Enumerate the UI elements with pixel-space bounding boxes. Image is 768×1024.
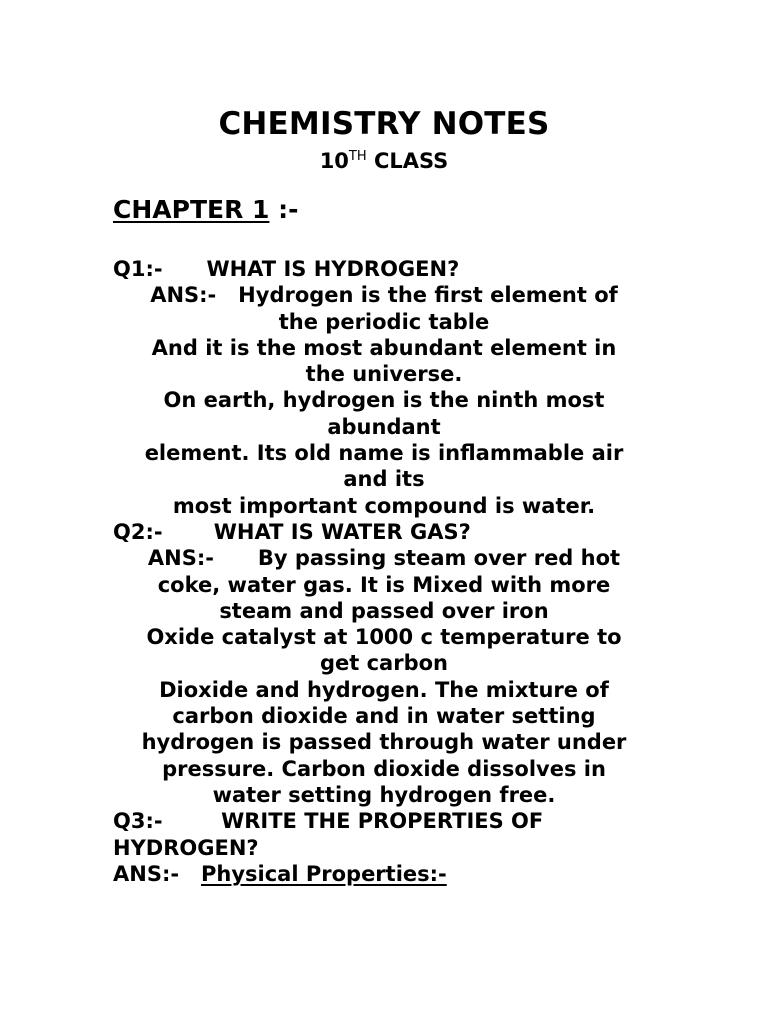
notes-body	[113, 256, 655, 887]
answer-2-line: get carbon	[319, 651, 448, 676]
answer-1-line: most important compound is water.	[172, 493, 596, 518]
answer-2-line: steam and passed over iron	[219, 598, 549, 623]
answer-1-line: ANS:- Hydrogen is the first element of	[150, 283, 618, 308]
physical-properties-heading: Physical Properties:-	[201, 861, 447, 886]
answer-2-line: ANS:- By passing steam over red hot	[147, 546, 621, 571]
class-number: 10	[319, 149, 349, 173]
question-2: Q2:- WHAT IS WATER GAS?	[113, 519, 471, 544]
answer-1-line: element. Its old name is inflammable air	[144, 441, 624, 466]
chapter-suffix: :-	[269, 195, 299, 224]
chapter-heading	[113, 194, 299, 226]
answer-1-line: abundant	[327, 414, 441, 439]
answer-1-line: the universe.	[305, 362, 463, 387]
answer-1-line: and its	[343, 467, 425, 492]
answer-2-line: coke, water gas. It is Mixed with more	[157, 572, 611, 597]
answer-1-line: And it is the most abundant element in	[151, 335, 617, 360]
class-word: CLASS	[366, 149, 449, 173]
question-3-line-1: Q3:- WRITE THE PROPERTIES OF	[113, 809, 544, 834]
answer-2-line: pressure. Carbon dioxide dissolves in	[162, 756, 606, 781]
document-title: CHEMISTRY NOTES	[218, 106, 550, 142]
class-superscript: TH	[348, 149, 367, 164]
answer-1-line: On earth, hydrogen is the ninth most	[163, 388, 605, 413]
chapter-label: CHAPTER 1	[113, 195, 270, 224]
answer-2-line: Dioxide and hydrogen. The mixture of	[159, 677, 609, 702]
answer-2-line: Oxide catalyst at 1000 c temperature to	[146, 625, 622, 650]
answer-2-line: water setting hydrogen free.	[212, 782, 556, 807]
question-3-line-2: HYDROGEN?	[113, 835, 259, 860]
answer-2-line: carbon dioxide and in water setting	[172, 704, 596, 729]
answer-2-line: hydrogen is passed through water under	[141, 730, 627, 755]
question-1: Q1:- WHAT IS HYDROGEN?	[113, 257, 460, 281]
class-subtitle	[0, 146, 768, 180]
answer-3	[113, 861, 655, 887]
answer-1-line: the periodic table	[278, 309, 490, 334]
answer-3-prefix: ANS:-	[113, 861, 201, 886]
